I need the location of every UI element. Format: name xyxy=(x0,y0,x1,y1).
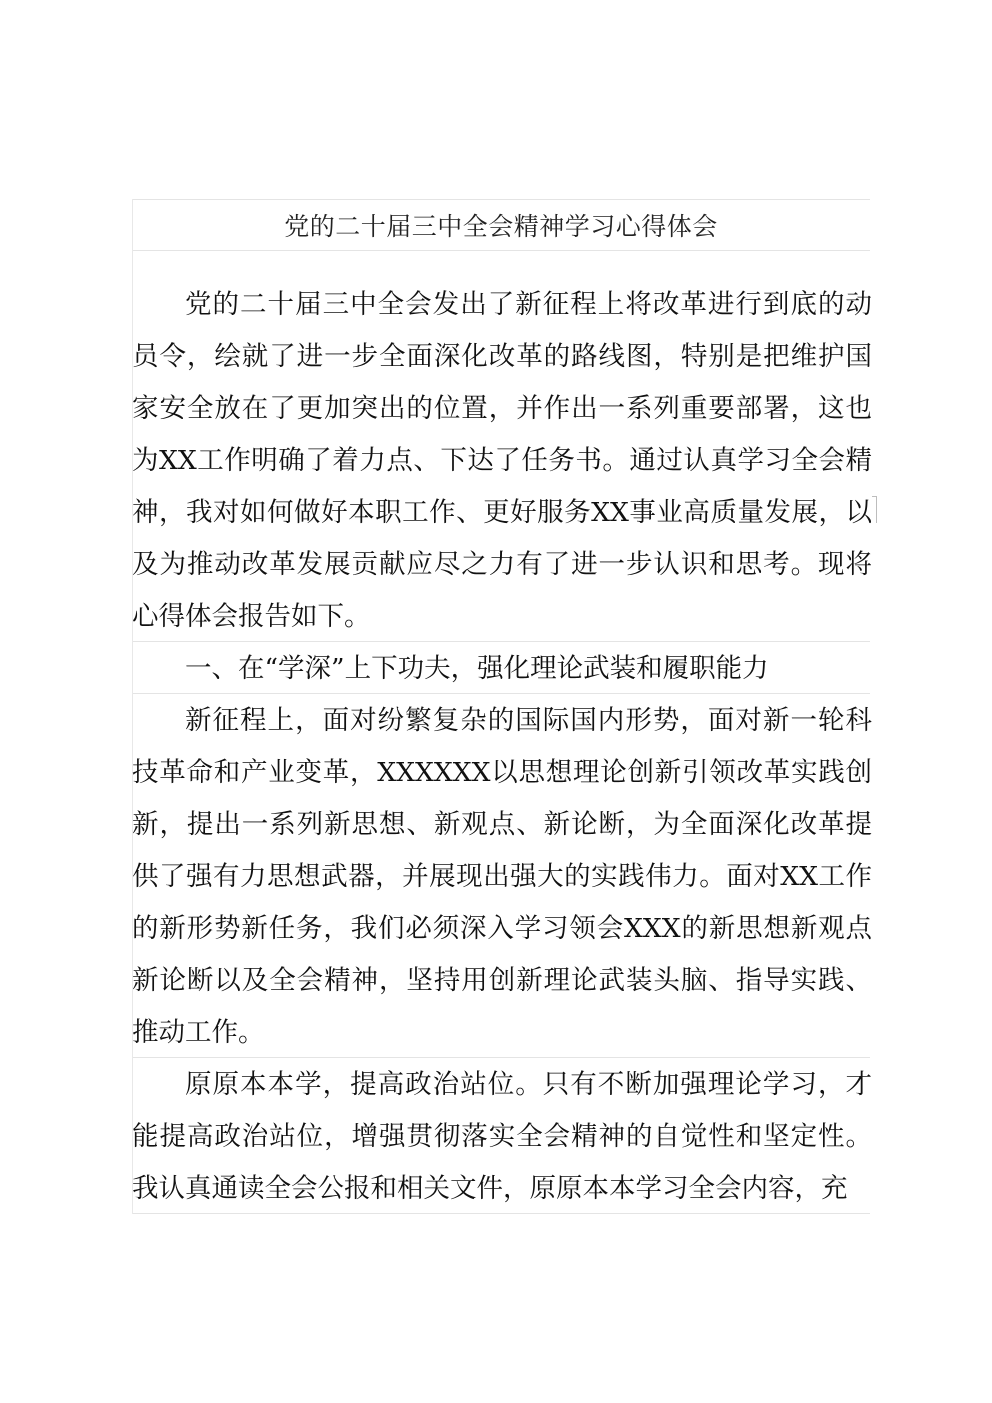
section-heading-1: 一、在“学深”上下功夫，强化理论武装和履职能力 xyxy=(185,653,769,684)
document-title: 党的二十届三中全会精神学习心得体会 xyxy=(284,212,718,241)
rule-top xyxy=(132,199,870,200)
margin-mark xyxy=(872,496,877,523)
paragraph-intro: 党的二十届三中全会发出了新征程上将改革进行到底的动员令，绘就了进一步全面深化改革的路线图，特别是把维护国家安全放在了更加突出的位置，并作出一系列重要部署，这也为XX工作明确了着力点、下达了任务书。通过认真学习全会精神，我对如何做好本职工作、更好服务XX事业高质量发展，以及为推动改革发展贡献应尽之力有了进一步认识和思考。现将心得体会报告如下。 xyxy=(132,289,872,632)
rule-title-bottom xyxy=(132,250,870,251)
paragraph-study: 原原本本学，提高政治站位。只有不断加强理论学习，才能提高政治站位，增强贯彻落实全会精神的自觉性和坚定性。我认真通读全会公报和相关文件，原原本本学习全会内容，充 xyxy=(132,1069,872,1204)
document-page xyxy=(132,199,870,1215)
paragraph-section-1: 新征程上，面对纷繁复杂的国际国内形势，面对新一轮科技革命和产业变革，XXXXXX以思想理论创新引领改革实践创新，提出一系列新思想、新观点、新论断，为全面深化改革提供了强有力思想武器，并展现出强大的实践伟力。面对XX工作的新形势新任务，我们必须深入学习领会XXX的新思想新观点新论断以及全会精神，坚持用创新理论武装头脑、指导实践、推动工作。 xyxy=(132,705,872,1048)
